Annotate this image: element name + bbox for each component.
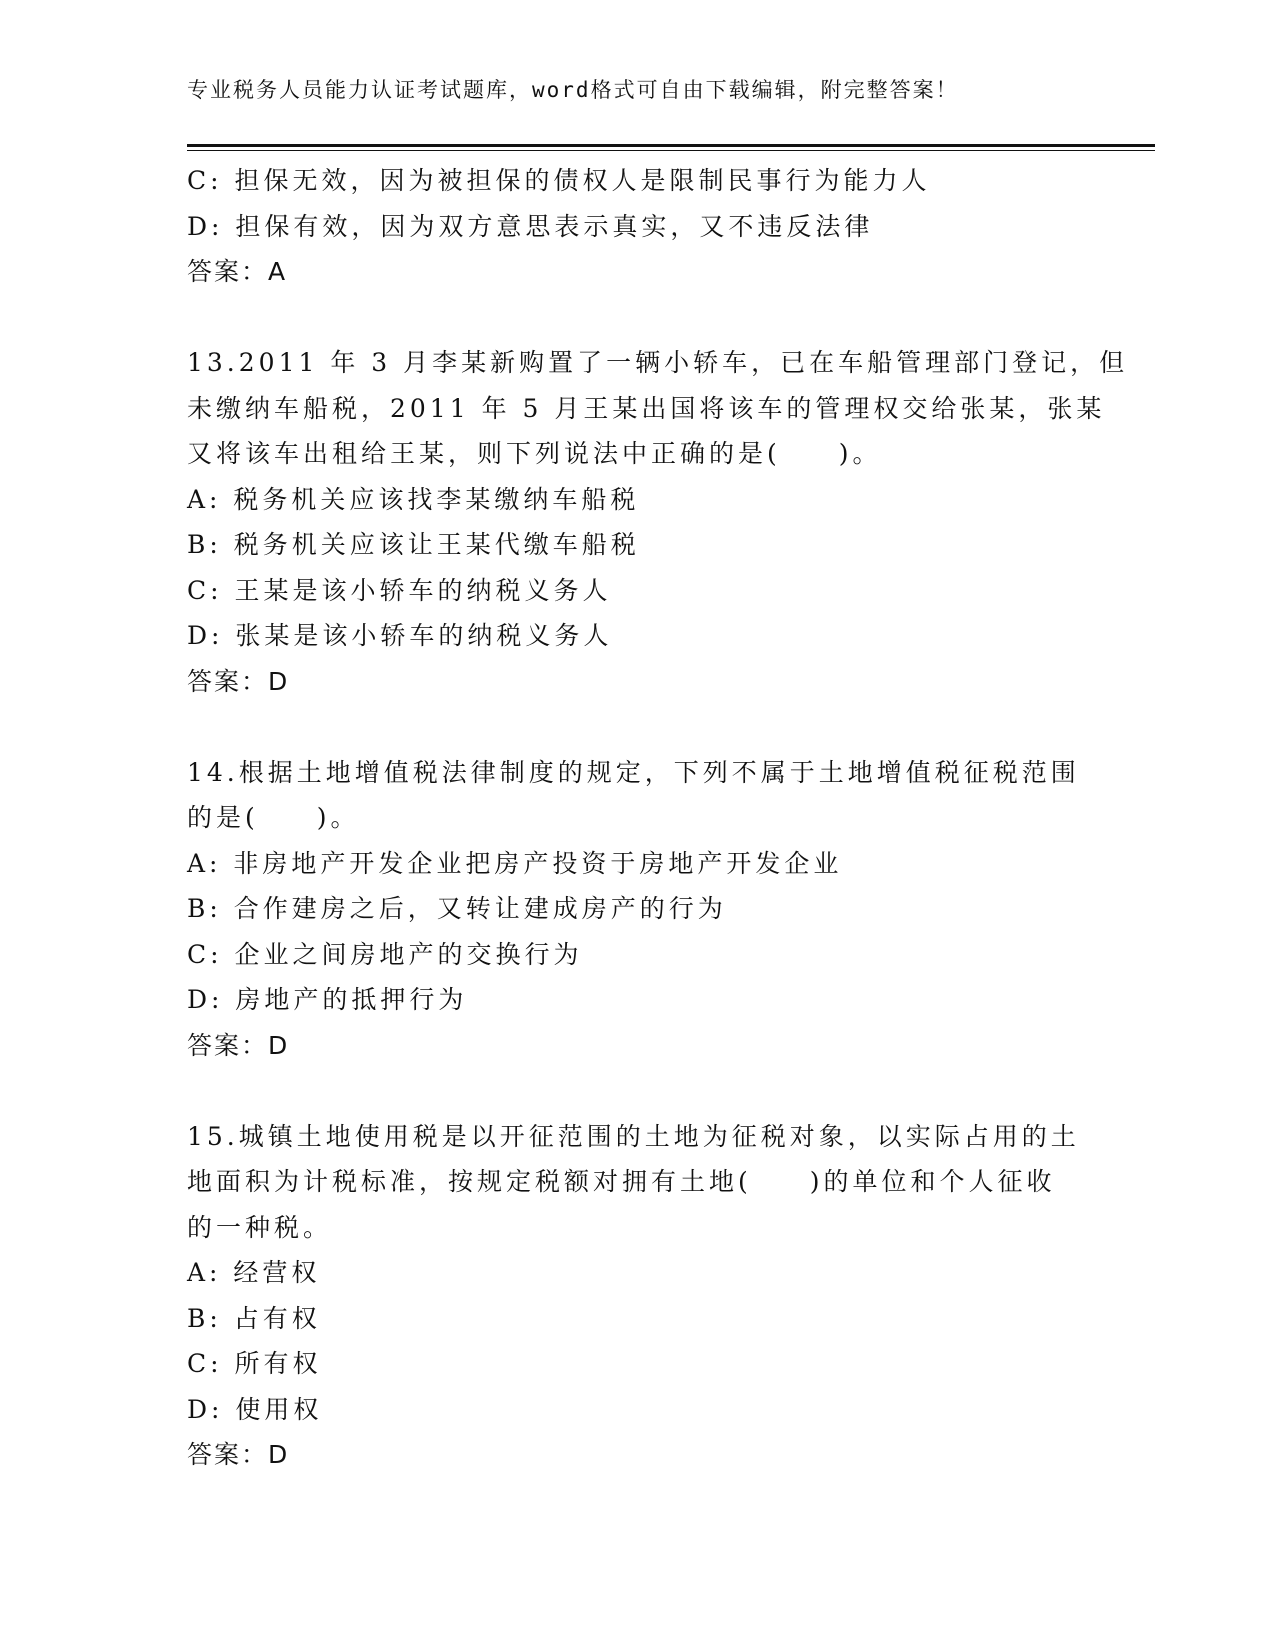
- question-stem-line: 的是( )。: [187, 803, 360, 832]
- option-d: D: 房地产的抵押行为: [187, 985, 468, 1014]
- option-c: C: 所有权: [187, 1349, 322, 1378]
- question-block-14: [187, 750, 1087, 1069]
- question-stem-line: 地面积为计税标准，按规定税额对拥有土地( )的单位和个人征收: [187, 1167, 1056, 1196]
- answer-line: 答案：D: [187, 666, 290, 696]
- answer-line: 答案：A: [187, 257, 288, 286]
- question-stem-line: 又将该车出租给王某，则下列说法中正确的是( )。: [187, 439, 882, 468]
- option-a: A: 税务机关应该找李某缴纳车船税: [187, 484, 640, 514]
- option-a: A: 经营权: [187, 1258, 321, 1287]
- question-stem-line: 未缴纳车船税，2011 年 5 月王某出国将该车的管理权交给张某，张某: [187, 393, 1106, 423]
- option-d: D: 担保有效，因为双方意思表示真实，又不违反法律: [187, 211, 874, 241]
- option-c: C: 企业之间房地产的交换行为: [187, 939, 583, 969]
- header-divider-thick: [187, 144, 1155, 147]
- option-b: B: 占有权: [187, 1303, 321, 1333]
- answer-line: 答案：D: [187, 1440, 290, 1469]
- option-d: D: 使用权: [187, 1394, 323, 1424]
- question-list: [187, 158, 1129, 1478]
- question-block-13: [187, 340, 1129, 704]
- question-stem-line: 15.城镇土地使用税是以开征范围的土地为征税对象，以实际占用的土: [187, 1121, 1080, 1151]
- spacer: [187, 1068, 1087, 1114]
- option-a: A: 非房地产开发企业把房产投资于房地产开发企业: [187, 848, 843, 878]
- option-c: C: 担保无效，因为被担保的债权人是限制民事行为能力人: [187, 166, 931, 195]
- question-stem-line: 13.2011 年 3 月李某新购置了一辆小轿车，已在车船管理部门登记，但: [187, 348, 1129, 377]
- option-c: C: 王某是该小轿车的纳税义务人: [187, 575, 612, 605]
- question-block-12: [187, 158, 1087, 295]
- option-d: D: 张某是该小轿车的纳税义务人: [187, 621, 613, 650]
- answer-line: 答案：D: [187, 1030, 290, 1060]
- spacer: [187, 295, 1087, 341]
- option-b: B: 税务机关应该让王某代缴车船税: [187, 530, 640, 559]
- spacer: [187, 704, 1087, 750]
- question-stem-line: 14.根据土地增值税法律制度的规定，下列不属于土地增值税征税范围: [187, 757, 1080, 787]
- page-header: 专业税务人员能力认证考试题库，word格式可自由下载编辑，附完整答案！: [187, 78, 959, 102]
- option-b: B: 合作建房之后，又转让建成房产的行为: [187, 894, 727, 923]
- question-stem-line: 的一种税。: [187, 1212, 333, 1242]
- question-block-15: [187, 1114, 1087, 1478]
- header-divider-thin: [187, 150, 1155, 151]
